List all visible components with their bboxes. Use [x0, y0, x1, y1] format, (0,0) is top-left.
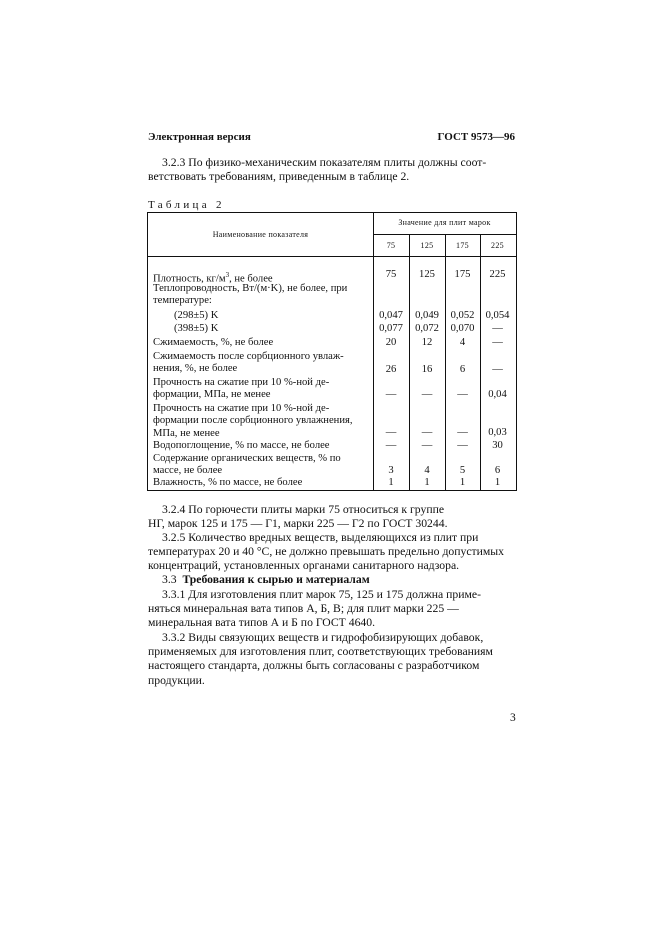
table-cell: 0,054: [485, 310, 510, 321]
row-label-line: Прочность на сжатие при 10 %-ной де-: [153, 377, 330, 388]
table-cell: 30: [492, 440, 503, 451]
table-cell: —: [421, 389, 433, 400]
row-label-line: Теплопроводность, Вт/(м·K), не более, при: [153, 283, 348, 294]
section-number: 3.3: [162, 573, 177, 586]
table-cell: 4: [459, 337, 466, 348]
row-label-line: Сжимаемость после сорбционного увлаж-: [153, 351, 344, 362]
table-cell: 6: [459, 364, 466, 375]
table-cell: 1: [459, 477, 466, 488]
properties-table: [147, 212, 517, 491]
row-label-line: нения, %, не более: [153, 363, 238, 375]
table-cell: —: [492, 323, 503, 334]
row-label-text: , не более: [229, 273, 273, 285]
paragraph-line: ветствовать требованиям, приведенным в таблице 2.: [148, 170, 410, 184]
row-label-line: Содержание органических веществ, % по: [153, 453, 341, 464]
table-cell: 0,052: [450, 310, 475, 321]
table-cell: —: [385, 440, 397, 451]
row-label-line: Прочность на сжатие при 10 %-ной де-: [153, 403, 330, 414]
table-cell: 75: [385, 269, 397, 280]
paragraph-line: 3.2.4 По горючести плиты марки 75 относиться к группе: [162, 503, 445, 516]
column-header-mark: 225: [491, 241, 504, 250]
table-cell: 12: [421, 337, 433, 348]
table-cell: 125: [419, 269, 435, 280]
table-cell: 225: [489, 269, 506, 280]
table-cell: 0,04: [488, 389, 507, 400]
row-label-organic: [153, 453, 368, 478]
row-label-line: формации после сорбционного увлажнения,: [153, 415, 353, 427]
column-header-mark: 175: [456, 241, 469, 250]
row-label-298k: (298±5) K: [174, 310, 219, 321]
paragraph-3-2-5: [148, 531, 515, 574]
paragraph-3-3-1: [148, 588, 515, 631]
table-cell: —: [385, 389, 397, 400]
row-label-line: массе, не более: [153, 465, 223, 477]
column-header-group: Значение для плит марок: [398, 218, 491, 227]
table-cell: 0,070: [450, 323, 475, 334]
row-label-water-absorption: Водопоглощение, % по массе, не более: [153, 440, 330, 451]
table-cell: 175: [454, 269, 471, 280]
section-title: Требования к сырью и материалам: [182, 573, 370, 586]
header-left: Электронная версия: [148, 131, 251, 143]
table-cell: —: [457, 427, 468, 438]
row-label-compress-sorption: [153, 351, 368, 376]
table-rule: [373, 234, 516, 235]
paragraph-line: продукции.: [148, 673, 205, 687]
paragraph-line: концентраций, установленных органами санитарного надзора.: [148, 559, 460, 573]
column-header-name: Наименование показателя: [212, 230, 309, 239]
paragraph-line: 3.3.2 Виды связующих веществ и гидрофобизирующих добавок,: [162, 631, 484, 644]
row-label-text: Плотность, кг/м: [153, 273, 226, 285]
section-3-3-heading: [148, 573, 515, 587]
table-cell: 4: [424, 465, 430, 476]
table-cell: 26: [385, 364, 397, 375]
table-cell: —: [457, 440, 468, 451]
paragraph-3-2-3: [148, 156, 515, 184]
table-cell: 3: [388, 465, 394, 476]
table-cell: 16: [421, 364, 433, 375]
table-cell: 1: [494, 477, 501, 488]
paragraph-line: применяемых для изготовления плит, соответствующих требованиям: [148, 645, 493, 659]
column-header-mark: 75: [386, 241, 396, 250]
row-label-line: температуре:: [153, 295, 212, 307]
row-label-conductivity: [153, 283, 368, 308]
table-cell: —: [492, 364, 503, 375]
row-label-398k: (398±5) K: [174, 323, 219, 334]
row-label-line: МПа, не менее: [153, 427, 220, 439]
row-label-line: формации, МПа, не менее: [153, 389, 271, 401]
row-label-strength: [153, 377, 368, 402]
table-cell: —: [421, 427, 433, 438]
paragraph-line: настоящего стандарта, должны быть согласованы с разработчиком: [148, 659, 480, 673]
table-cell: 0,077: [379, 323, 403, 334]
table-cell: —: [385, 427, 397, 438]
paragraph-line: няться минеральная вата типов А, Б, В; для плит марки 225 —: [148, 602, 459, 616]
paragraph-line: 3.2.5 Количество вредных веществ, выделяющихся из плит при: [162, 531, 479, 544]
table-cell: 0,047: [379, 310, 403, 321]
paragraph-line: минеральная вата типов А и Б по ГОСТ 4640.: [148, 616, 376, 630]
paragraph-line: НГ, марок 125 и 175 — Г1, марки 225 — Г2 по ГОСТ 30244.: [148, 517, 448, 531]
row-label-humidity: Влажность, % по массе, не более: [153, 477, 303, 488]
table-cell: —: [492, 337, 503, 348]
paragraph-line: 3.2.3 По физико-механическим показателям плиты должны соот-: [162, 156, 487, 169]
row-label-compressibility: Сжимаемость, %, не более: [153, 337, 274, 348]
header-right: ГОСТ 9573—96: [437, 131, 515, 143]
table-cell: 20: [385, 337, 397, 348]
table-caption: Таблица 2: [148, 199, 225, 211]
table-cell: 0,049: [415, 310, 439, 321]
table-cell: —: [421, 440, 433, 451]
table-cell: —: [457, 389, 468, 400]
paragraph-3-3-2: [148, 631, 515, 688]
table-cell: 1: [424, 477, 430, 488]
column-header-mark: 125: [420, 241, 434, 250]
superscript: 3: [225, 271, 230, 279]
row-label-strength-sorption: [153, 403, 368, 440]
table-rule: [148, 256, 516, 257]
table-cell: 6: [494, 465, 501, 476]
paragraph-line: температурах 20 и 40 °С, не должно превышать предельно допустимых: [148, 545, 504, 559]
table-cell: 1: [388, 477, 394, 488]
paragraph-line: 3.3.1 Для изготовления плит марок 75, 125 и 175 должна приме-: [162, 588, 481, 601]
table-cell: 0,03: [488, 427, 507, 438]
page-number: 3: [510, 712, 516, 724]
paragraph-3-2-4: [148, 503, 515, 531]
table-cell: 5: [459, 465, 466, 476]
table-cell: 0,072: [415, 323, 439, 334]
